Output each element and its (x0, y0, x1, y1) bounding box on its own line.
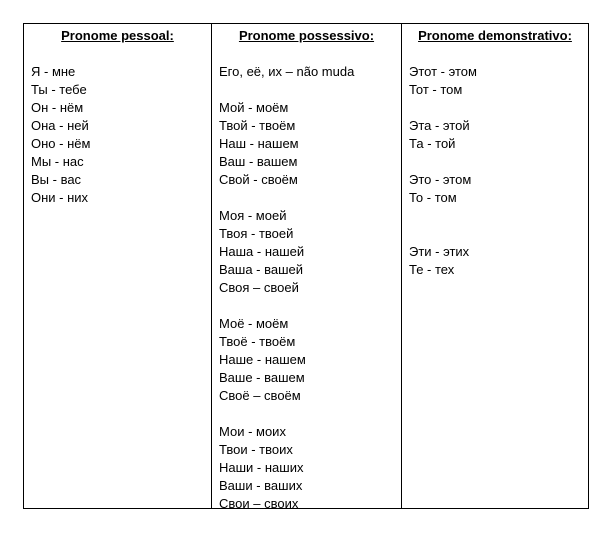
pronoun-line (219, 189, 397, 207)
pronoun-line (409, 99, 584, 117)
pronoun-line: Твои - твоих (219, 442, 293, 457)
pronoun-line: Моё - моём (219, 316, 289, 331)
pronoun-line: Твоё - твоём (219, 334, 296, 349)
pronoun-line: Они - них (31, 190, 89, 205)
pronoun-line: То - том (409, 190, 457, 205)
pronoun-line: Та - той (409, 136, 456, 151)
pronoun-line: Вы - вас (31, 172, 82, 187)
pronoun-line: Своё – своём (219, 388, 301, 403)
pronoun-line: Эти - этих (409, 244, 470, 259)
pronoun-line: Мы - нас (31, 154, 84, 169)
pronoun-list (219, 63, 397, 513)
pronoun-line: Ваши - ваших (219, 478, 303, 493)
pronoun-line (219, 405, 397, 423)
pronoun-line: Это - этом (409, 172, 472, 187)
column-header: Pronome pessoal: (61, 28, 174, 43)
pronoun-line: Свои – своих (219, 496, 299, 511)
pronoun-line: Она - ней (31, 118, 89, 133)
pronoun-line: Наши - наших (219, 460, 304, 475)
pronoun-line: Наше - нашем (219, 352, 306, 367)
pronoun-line: Ты - тебе (31, 82, 87, 97)
pronoun-line (409, 225, 584, 243)
pronoun-line: Этот - этом (409, 64, 477, 79)
pronoun-line: Оно - нём (31, 136, 91, 151)
pronoun-line: Своя – своей (219, 280, 299, 295)
pronoun-list (31, 63, 207, 207)
column-header: Pronome possessivo: (238, 28, 375, 43)
column-header: Pronome demonstrativo: (418, 28, 572, 43)
pronoun-line: Наш - нашем (219, 136, 299, 151)
pronoun-line: Твоя - твоей (219, 226, 294, 241)
pronoun-line: Ваша - вашей (219, 262, 304, 277)
pronoun-line: Свой - своём (219, 172, 298, 187)
personal-pronoun-column (24, 24, 211, 508)
pronoun-line: Эта - этой (409, 118, 470, 133)
pronoun-line: Мой - моём (219, 100, 289, 115)
pronoun-line (409, 207, 584, 225)
possessive-pronoun-column (211, 24, 401, 511)
pronoun-list (409, 63, 584, 279)
pronoun-line: Тот - том (409, 82, 463, 97)
demonstrative-pronoun-column (401, 24, 588, 508)
pronoun-line: Его, её, их – não muda (219, 64, 355, 79)
pronoun-line (219, 81, 397, 99)
pronoun-line: Наша - нашей (219, 244, 305, 259)
pronoun-line: Моя - моей (219, 208, 287, 223)
pronoun-line (219, 297, 397, 315)
pronoun-line (409, 153, 584, 171)
pronoun-line: Ваше - вашем (219, 370, 305, 385)
pronoun-table (23, 23, 589, 509)
pronoun-line: Твой - твоём (219, 118, 296, 133)
pronoun-line: Я - мне (31, 64, 76, 79)
pronoun-line: Те - тех (409, 262, 455, 277)
pronoun-line: Ваш - вашем (219, 154, 298, 169)
pronoun-line: Он - нём (31, 100, 84, 115)
pronoun-line: Мои - моих (219, 424, 286, 439)
